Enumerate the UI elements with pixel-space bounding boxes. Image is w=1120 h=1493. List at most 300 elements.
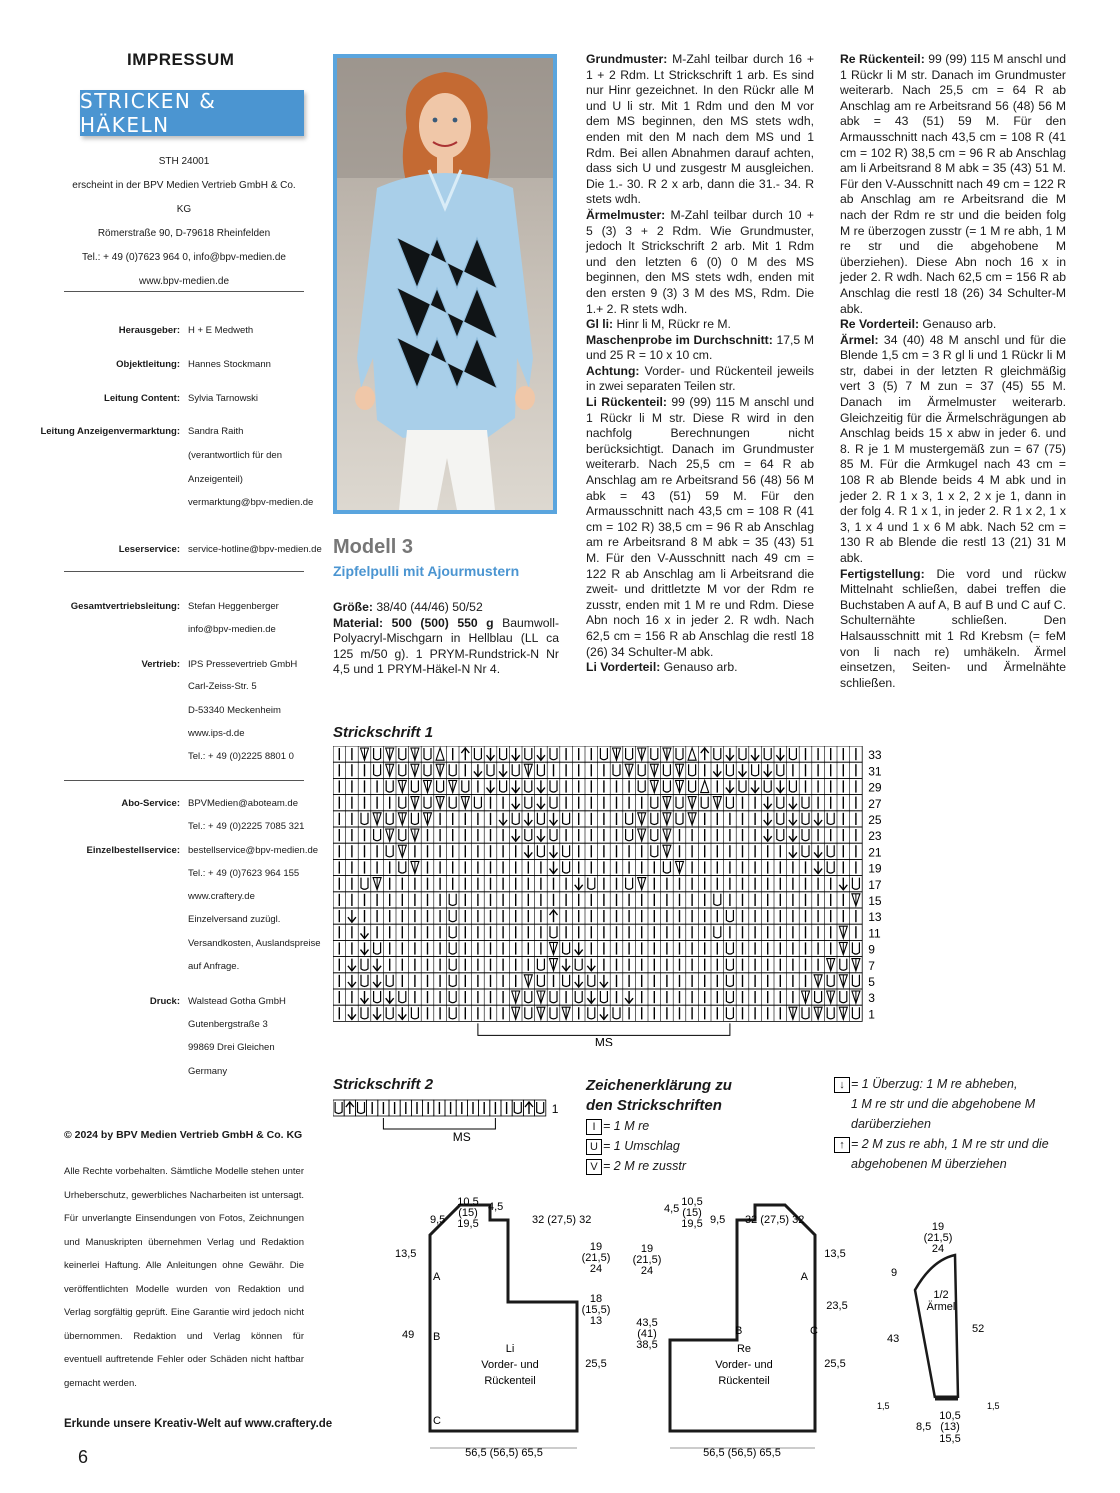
yarnover-mark bbox=[852, 878, 859, 890]
chart1-row-number: 33 bbox=[868, 748, 882, 763]
svg-text:A: A bbox=[433, 1271, 441, 1283]
svg-text:Re: Re bbox=[736, 1343, 752, 1355]
yarnover-mark bbox=[815, 991, 822, 1003]
yarnover-mark bbox=[449, 991, 456, 1003]
svg-text:15,5: 15,5 bbox=[939, 1433, 961, 1445]
yarnover-mark bbox=[449, 975, 456, 987]
yarnover-mark bbox=[550, 926, 557, 938]
credit-key: Leitung Content: bbox=[104, 393, 180, 404]
yarnover-mark bbox=[852, 1007, 859, 1019]
yarnover-mark bbox=[514, 1102, 521, 1114]
yarnover-mark bbox=[462, 780, 469, 792]
yarnover-mark bbox=[739, 780, 746, 792]
chart1-row-number: 25 bbox=[868, 813, 882, 827]
yarnover-mark bbox=[386, 975, 393, 987]
instruction-paragraph: Re Rückenteil: 99 (99) 115 M anschl und 1 Rückr li M str. Danach im Grundmuster weiterarb. Nach 25,5 cm = 64 R ab Anschlag am re Arbeitsrand 56 (48) 56 M abk = 43 (51) 59 M. Für den Armausschnitt nach 43,5 cm = 108 R (41 cm = 102 R) 38,5 cm = 96 R ab Anschlag am li Arbeitsrand 8 M abk = 35 (43) 51 M. Für den V-Ausschnitt nach 49 cm = 122 R ab Anschlag am re Arbeitsrand die M nach der Rdm re str und die beiden folg M re überzogen zusstr (= 1 M re abh, 1 M re str und die abgehobene M überziehen). Diese Abn noch 16 x in jeder 2. R wdh. Nach 62,5 cm = 156 R ab Anschlag die restl 18 (26) 34 Schulter-M abk. bbox=[840, 52, 1066, 316]
yarnover-mark bbox=[411, 813, 418, 825]
yarnover-mark bbox=[726, 975, 733, 987]
svg-text:(15,5): (15,5) bbox=[581, 1304, 611, 1316]
credit-key: Leitung Anzeigenvermarktung: bbox=[40, 426, 180, 437]
yarnover-mark bbox=[374, 748, 381, 760]
credit-value: (verantwortlich für den bbox=[188, 450, 282, 461]
instruction-paragraph: Li Rückenteil: 99 (99) 115 M anschl und 1 Rückr li M str. Diese R wird in den nachfolg Berechnungen nicht berücksichtigt. Danach im Grundmuster weiterarb. Nach 25,5 cm = 64 R ab Anschlag am re Arbeitsrand 56 (48) 56 M abk = 43 (51) 59 M. Für den Armausschnitt nach 43,5 cm = 108 R (41 cm = 102 R) 38,5 cm = 96 R ab Anschlag am re Arbeitsrand 8 M abk = 35 (43) 51 M. Für den V-Ausschnitt nach 49 cm = 122 R ab Anschlag am li Arbeitsrand die zweit- und drittletzte M vor der Rdm re zusstr, enden mit 1 M re und Rdm. Diese Abn noch 16 x in jeder 2. R wdh. Nach 62,5 cm = 156 R ab Anschlag die restl 18 (26) 34 Schulter-M abk. bbox=[586, 395, 814, 659]
instructions-column-3 bbox=[840, 52, 1066, 691]
divider bbox=[64, 780, 304, 781]
svg-text:32 (27,5) 32: 32 (27,5) 32 bbox=[745, 1214, 805, 1226]
yarnover-mark bbox=[840, 959, 847, 971]
instruction-paragraph: Gl li: Hinr li M, Rückr re M. bbox=[586, 317, 731, 332]
yarnover-mark bbox=[550, 780, 557, 792]
credit-value: bestellservice@bpv-medien.de bbox=[188, 845, 319, 856]
instruction-paragraph: Achtung: Vorder- und Rückenteil jeweils in zwei separaten Teilen str. bbox=[586, 363, 814, 394]
yarnover-mark bbox=[335, 1102, 342, 1114]
yarnover-mark bbox=[777, 797, 784, 809]
chart1-row-number: 9 bbox=[868, 942, 875, 957]
model-subtitle: Zipfelpulli mit Ajourmustern bbox=[333, 563, 520, 579]
credit-value: Hannes Stockmann bbox=[188, 359, 271, 370]
decrease-mark bbox=[701, 780, 709, 792]
credit-value: IPS Pressevertrieb GmbH bbox=[188, 659, 298, 670]
credit-value: Sylvia Tarnowski bbox=[188, 393, 259, 404]
schematic-sleeve bbox=[877, 1221, 1000, 1445]
yarnover-mark bbox=[613, 1007, 620, 1019]
chart2-ms-label: MS bbox=[452, 1130, 471, 1144]
svg-text:4,5: 4,5 bbox=[664, 1203, 680, 1215]
yarnover-mark bbox=[651, 797, 658, 809]
chart1-row-number: 31 bbox=[868, 764, 882, 779]
svg-text:24: 24 bbox=[640, 1265, 654, 1277]
svg-text:B: B bbox=[735, 1325, 743, 1337]
svg-text:C: C bbox=[433, 1415, 441, 1427]
yarnover-mark bbox=[726, 959, 733, 971]
yarnover-mark bbox=[726, 764, 733, 776]
yarnover-mark bbox=[626, 829, 633, 841]
yarnover-mark bbox=[537, 813, 544, 825]
decrease-mark bbox=[688, 748, 696, 760]
credit-value: Sandra Raith bbox=[188, 426, 244, 437]
legend-title: Zeichenerklärung zu den Strickschriften bbox=[586, 1077, 732, 1114]
schematics bbox=[380, 1190, 1020, 1460]
instruction-paragraph: Grundmuster: M-Zahl teilbar durch 16 + 1 + 2 Rdm. Lt Strickschrift 1 arb. Es sind nur Hinr gezeichnet. In den Rückr alle M und U li str. Mit 1 Rdm und den M vor dem MS beginnen, den MS stets wdh, enden mit den M nach dem MS und 1 Rdm. Bei allen Abnahmen darauf achten, dass sich U und zusgestr M ausgleichen. Die 1.- 30. R 2 x arb, dann die 31.- 34. R stets wdh. bbox=[586, 52, 814, 207]
yarnover-mark bbox=[626, 748, 633, 760]
yarnover-mark bbox=[852, 942, 859, 954]
yarnover-mark bbox=[588, 878, 595, 890]
yarnover-mark bbox=[651, 748, 658, 760]
yarnover-mark bbox=[777, 764, 784, 776]
svg-text:Rückenteil: Rückenteil bbox=[484, 1375, 536, 1387]
knit-symbol-icon: I bbox=[586, 1119, 602, 1135]
chart1-row-number: 3 bbox=[868, 991, 875, 1006]
credit-value: www.ips-d.de bbox=[188, 728, 245, 739]
credit-value: D-53340 Meckenheim bbox=[188, 705, 281, 716]
publisher-lines: STH 24001 erscheint in der BPV Medien Vertrieb GmbH & Co. KG Römerstraße 90, D-79618 Rheinfelden Tel.: + 49 (0)7623 964 0, info@bpv-medien.de www.bpv-medien.de bbox=[72, 156, 296, 287]
yarnover-mark bbox=[500, 748, 507, 760]
credit-value: Carl-Zeiss-Str. 5 bbox=[188, 681, 257, 692]
yarnover-mark bbox=[802, 797, 809, 809]
yarnover-mark bbox=[361, 813, 368, 825]
credit-value: Tel.: + 49 (0)2225 8801 0 bbox=[188, 751, 294, 762]
yarnover-mark bbox=[525, 797, 532, 809]
credit-value: BPVMedien@aboteam.de bbox=[188, 798, 298, 809]
svg-text:10,5: 10,5 bbox=[939, 1410, 961, 1422]
svg-text:19: 19 bbox=[640, 1243, 654, 1255]
yarnover-mark bbox=[361, 975, 368, 987]
instructions-column-2 bbox=[586, 52, 814, 676]
yarnover-mark bbox=[802, 845, 809, 857]
yarnover-mark bbox=[525, 1007, 532, 1019]
instruction-paragraph: Maschenprobe im Durchschnitt: 17,5 M und 25 R = 10 x 10 cm. bbox=[586, 332, 814, 363]
yarnover-mark bbox=[449, 910, 456, 922]
svg-text:19: 19 bbox=[589, 1241, 603, 1253]
chart2-ms-bracket bbox=[383, 1118, 495, 1129]
yarnover-mark bbox=[689, 764, 696, 776]
yarnover-mark bbox=[386, 845, 393, 857]
yarnover-mark bbox=[563, 861, 570, 873]
svg-text:(21,5): (21,5) bbox=[581, 1252, 611, 1264]
yarnover-mark bbox=[550, 991, 557, 1003]
svg-text:43,5: 43,5 bbox=[636, 1317, 658, 1329]
instruction-paragraph: Ärmel: 34 (40) 48 M anschl und für die Blende 1,5 cm = 3 R gl li und 1 Rückr li M str, dabei in der letzten R gleichmäßig vert 3 (5) 7 M zun = 37 (45) 55 M. Danach im Ärmelmuster weiterarb. Gleichzeitig für die Ärmelschrägungen ab Anschlag beids 15 x abw in jeder 6. und 8. R je 1 M mustergemäß zun = 67 (75) 85 M. Für die Armkugel nach 43 cm = 108 R ab Blende beids 4 M abk und in jeder 2. R 1 x 3, 1 x 2, 2 x je 1, dann in der folg 4. R 1 x 1, in jeder 2. R 1 x 2, 1 x 3, 1 x 4 und 1 x 6 M abk. Nach 52 cm = 130 R ab Blende die restl 13 (21) 31 M abk. bbox=[840, 332, 1066, 565]
chart1-row-number: 7 bbox=[868, 958, 875, 973]
yarnover-mark bbox=[399, 797, 406, 809]
yarnover-mark bbox=[789, 780, 796, 792]
yarnover-mark bbox=[449, 926, 456, 938]
schematic-left-piece bbox=[395, 1196, 610, 1459]
yarnover-mark bbox=[802, 829, 809, 841]
credit-key: Druck: bbox=[149, 996, 180, 1007]
svg-text:Vorder- und: Vorder- und bbox=[481, 1359, 539, 1371]
yarnover-mark bbox=[537, 975, 544, 987]
svg-text:9: 9 bbox=[891, 1267, 898, 1279]
chart2-title: Strickschrift 2 bbox=[333, 1076, 434, 1093]
chart1-row-number: 21 bbox=[868, 845, 882, 860]
yarnover-mark bbox=[512, 813, 519, 825]
svg-text:24: 24 bbox=[589, 1263, 603, 1275]
yarnover-mark bbox=[525, 748, 532, 760]
chart1-row-number: 11 bbox=[868, 926, 881, 941]
credit-value: Einzelversand zuzügl. bbox=[188, 914, 281, 925]
yarnover-mark bbox=[386, 780, 393, 792]
knitting-chart-1 bbox=[333, 746, 893, 1046]
yarnover-mark bbox=[550, 748, 557, 760]
yarnover-mark bbox=[714, 894, 721, 906]
svg-text:1/2: 1/2 bbox=[933, 1289, 949, 1301]
yarnover-mark bbox=[676, 748, 683, 760]
legal-notice: Alle Rechte vorbehalten. Sämtliche Modelle stehen unter Urheberschutz, gewerbliches Nacharbeiten ist untersagt. Für unverlangte Einsendungen von Fotos, Zeichnungen und Manuskripten übernehmen Verlag und Redaktion keinerlei Haftung. Alle Anleitungen ohne Gewähr. Die veröffentlichten Modelle wurden von Redaktion und Verlag sorgfältig geprüft. Eine Garantie wird jedoch nicht übernommen. Redaktion und Verlag können für eventuell auftretende Fehler oder Schäden nicht haftbar gemacht werden. bbox=[64, 1166, 304, 1389]
yarnover-mark bbox=[525, 829, 532, 841]
legend-right: ↓ = 1 Überzug: 1 M re abheben, 1 M re str und die abgehobene M darüberziehen ↑ = 2 M zus re abh, 1 M re str und die abgehobenen M überziehen bbox=[834, 1074, 1049, 1174]
svg-text:(41): (41) bbox=[637, 1328, 657, 1340]
yarnover-mark bbox=[449, 1007, 456, 1019]
svg-text:(13): (13) bbox=[940, 1421, 960, 1433]
yarnover-mark bbox=[424, 797, 431, 809]
yarnover-mark bbox=[474, 748, 481, 760]
yarnover-mark bbox=[827, 813, 834, 825]
yarnover-mark bbox=[449, 942, 456, 954]
yarnover-mark bbox=[563, 845, 570, 857]
yarnover-mark bbox=[474, 797, 481, 809]
credit-key: Gesamtvertriebsleitung: bbox=[70, 601, 180, 612]
svg-text:13,5: 13,5 bbox=[824, 1248, 846, 1260]
yarnover-mark bbox=[626, 813, 633, 825]
yarnover-mark bbox=[374, 991, 381, 1003]
chart1-row-number: 5 bbox=[868, 975, 875, 989]
yarnover-mark bbox=[500, 780, 507, 792]
schematic-right-piece bbox=[633, 1196, 848, 1459]
svg-text:10,5: 10,5 bbox=[457, 1196, 479, 1208]
yarnover-mark bbox=[424, 748, 431, 760]
decrease-mark bbox=[436, 748, 444, 760]
legend-item-k2tog: V = 2 M re zusstr bbox=[586, 1156, 686, 1176]
yarnover-mark bbox=[361, 959, 368, 971]
yarnover-mark bbox=[600, 748, 607, 760]
copyright: © 2024 by BPV Medien Vertrieb GmbH & Co. KG bbox=[64, 1129, 303, 1141]
svg-text:(21,5): (21,5) bbox=[923, 1232, 953, 1244]
instruction-paragraph: Fertigstellung: Die vord und rückw Mittelnaht schließen, dabei treffen die Buchstaben A auf A, B auf B und C auf C. Schulternähte schließen. Den Halsausschnitt mit 1 Rd Krebsm (= feM von li nach re) umhäkeln. Ärmel einsetzen, Seiten- und Ärmelnähte schließen. bbox=[840, 566, 1066, 690]
yarnover-mark bbox=[789, 748, 796, 760]
yarnover-mark bbox=[827, 845, 834, 857]
svg-text:13: 13 bbox=[589, 1315, 603, 1327]
yarnover-mark bbox=[575, 991, 582, 1003]
yarnover-mark bbox=[525, 991, 532, 1003]
yarnover-mark bbox=[449, 894, 456, 906]
svg-text:25,5: 25,5 bbox=[824, 1358, 846, 1370]
yarnover-mark bbox=[537, 845, 544, 857]
credit-value: vermarktung@bpv-medien.de bbox=[188, 497, 314, 508]
yarnover-mark bbox=[399, 829, 406, 841]
chart1-row-number: 13 bbox=[868, 910, 882, 925]
svg-text:Ärmel: Ärmel bbox=[926, 1301, 956, 1313]
svg-text:(15): (15) bbox=[458, 1207, 478, 1219]
yarnover-mark bbox=[588, 1007, 595, 1019]
yarnover-mark bbox=[374, 829, 381, 841]
credit-value: info@bpv-medien.de bbox=[188, 624, 276, 635]
yarnover-mark bbox=[537, 764, 544, 776]
yarnover-mark bbox=[764, 748, 771, 760]
credit-key: Herausgeber: bbox=[118, 325, 180, 336]
chart1-row-number: 1 bbox=[868, 1007, 875, 1022]
sk2p-symbol-icon: ↑ bbox=[834, 1137, 850, 1153]
svg-text:19: 19 bbox=[931, 1221, 945, 1233]
yarnover-mark bbox=[663, 780, 670, 792]
chart1-ms-bracket bbox=[478, 1023, 730, 1035]
yarnover-mark bbox=[399, 748, 406, 760]
yarnover-mark bbox=[487, 764, 494, 776]
credit-value: Walstead Gotha GmbH bbox=[188, 996, 286, 1007]
yarnover-mark bbox=[726, 1007, 733, 1019]
legend-left bbox=[586, 1116, 686, 1176]
chart1-row-number: 19 bbox=[868, 861, 882, 876]
yarnover-mark bbox=[689, 780, 696, 792]
yarnover-mark bbox=[626, 878, 633, 890]
svg-text:56,5 (56,5) 65,5: 56,5 (56,5) 65,5 bbox=[703, 1447, 781, 1459]
yarnover-mark bbox=[764, 780, 771, 792]
yarnover-mark bbox=[449, 797, 456, 809]
yarnover-mark bbox=[676, 797, 683, 809]
svg-text:1,5: 1,5 bbox=[877, 1401, 890, 1411]
svg-text:23,5: 23,5 bbox=[826, 1300, 848, 1312]
yarnover-mark bbox=[550, 829, 557, 841]
svg-text:C: C bbox=[810, 1325, 818, 1337]
yarnover-mark bbox=[714, 748, 721, 760]
chart1-row-number: 15 bbox=[868, 894, 882, 908]
svg-text:A: A bbox=[800, 1271, 808, 1283]
divider bbox=[64, 571, 304, 572]
yarnover-mark bbox=[386, 813, 393, 825]
svg-text:9,5: 9,5 bbox=[430, 1214, 446, 1226]
yarnover-mark bbox=[437, 780, 444, 792]
yarnover-mark bbox=[663, 861, 670, 873]
credit-value: Gutenbergstraße 3 bbox=[188, 1019, 268, 1030]
svg-text:13,5: 13,5 bbox=[395, 1248, 417, 1260]
svg-text:8,5: 8,5 bbox=[916, 1421, 932, 1433]
yarnover-mark bbox=[726, 910, 733, 922]
magazine-logo: STRICKEN & HÄKELN bbox=[80, 90, 304, 136]
instruction-paragraph: Größe: 38/40 (44/46) 50/52 bbox=[333, 600, 483, 614]
yarnover-mark bbox=[550, 1007, 557, 1019]
impressum-title: IMPRESSUM bbox=[127, 50, 235, 69]
svg-text:43: 43 bbox=[887, 1333, 900, 1345]
instructions-column-1 bbox=[333, 600, 559, 678]
yarnover-mark bbox=[411, 780, 418, 792]
yarnover-mark bbox=[588, 975, 595, 987]
yarnover-mark bbox=[399, 991, 406, 1003]
yarnover-mark bbox=[676, 813, 683, 825]
svg-text:52: 52 bbox=[972, 1323, 985, 1335]
svg-text:(15): (15) bbox=[682, 1207, 702, 1219]
yarnover-mark bbox=[840, 991, 847, 1003]
yarnover-mark bbox=[714, 926, 721, 938]
credit-key: Vertrieb: bbox=[141, 659, 180, 670]
yarnover-mark bbox=[827, 1007, 834, 1019]
yarnover-mark bbox=[424, 764, 431, 776]
yarnover-mark bbox=[701, 797, 708, 809]
chart1-ms-label: MS bbox=[594, 1035, 613, 1046]
yarnover-mark bbox=[726, 942, 733, 954]
yarnover-mark bbox=[361, 878, 368, 890]
yarnover-mark bbox=[638, 764, 645, 776]
credit-value: Tel.: + 49 (0)2225 7085 321 bbox=[188, 821, 305, 832]
legend-item-yarnover: U = 1 Umschlag bbox=[586, 1136, 686, 1156]
instruction-paragraph: Re Vorderteil: Genauso arb. bbox=[840, 317, 997, 332]
yarnover-mark bbox=[613, 764, 620, 776]
credit-value: www.craftery.de bbox=[188, 891, 255, 902]
chart1-row-number: 27 bbox=[868, 796, 882, 811]
svg-text:49: 49 bbox=[402, 1329, 415, 1341]
instruction-paragraph: Material: 500 (500) 550 g Baumwoll-Polyacryl-Mischgarn in Hellblau (LL ca 125 m/50 g). 1 PRYM-Rundstrick-N Nr 4,5 und 1 PRYM-Häkel-N Nr 4. bbox=[333, 615, 559, 677]
yarnover-mark bbox=[386, 1007, 393, 1019]
credit-value: Anzeigenteil) bbox=[188, 474, 243, 485]
credit-value: Germany bbox=[188, 1066, 228, 1077]
svg-text:9,5: 9,5 bbox=[710, 1214, 726, 1226]
craftery-link[interactable]: Erkunde unsere Kreativ-Welt auf www.craftery.de bbox=[64, 1418, 333, 1430]
yarnover-mark bbox=[525, 780, 532, 792]
yarnover-mark bbox=[663, 764, 670, 776]
yarnover-mark bbox=[651, 829, 658, 841]
yarnover-mark bbox=[651, 813, 658, 825]
instruction-paragraph: Li Vorderteil: Genauso arb. bbox=[586, 660, 738, 675]
model-title: Modell 3 bbox=[333, 536, 414, 558]
svg-text:32 (27,5) 32: 32 (27,5) 32 bbox=[532, 1214, 592, 1226]
yarnover-mark bbox=[827, 861, 834, 873]
yarnover-mark bbox=[563, 813, 570, 825]
yarnover-mark bbox=[563, 942, 570, 954]
svg-text:4,5: 4,5 bbox=[488, 1201, 504, 1213]
yarnover-mark bbox=[852, 975, 859, 987]
legend-item-knit: I = 1 M re bbox=[586, 1116, 686, 1136]
yarnover-mark bbox=[512, 764, 519, 776]
yarnover-mark bbox=[374, 942, 381, 954]
svg-text:(21,5): (21,5) bbox=[632, 1254, 662, 1266]
yarnover-mark bbox=[399, 861, 406, 873]
chart1-title: Strickschrift 1 bbox=[333, 724, 434, 741]
svg-text:B: B bbox=[433, 1331, 441, 1343]
svg-text:1,5: 1,5 bbox=[987, 1401, 1000, 1411]
svg-text:19,5: 19,5 bbox=[457, 1218, 479, 1230]
credit-value: H + E Medweth bbox=[188, 325, 254, 336]
yarnover-mark bbox=[537, 1102, 544, 1114]
k2tog-symbol-icon: V bbox=[586, 1159, 602, 1175]
yarnover-mark bbox=[358, 1102, 365, 1114]
svg-text:10,5: 10,5 bbox=[681, 1196, 703, 1208]
yarnover-mark bbox=[575, 959, 582, 971]
instruction-paragraph: Ärmelmuster: M-Zahl teilbar durch 10 + 5 (3) 3 + 2 Rdm. Wie Grundmuster, jedoch lt Strickschrift 2 arb. Mit 1 Rdm und den letzten 6 (0) 0 M des MS beginnen, den MS stets wdh, enden mit den ersten 9 (3) 3 M des MS, Rdm. Die 1.+ 2. R stets wdh. bbox=[586, 207, 814, 316]
yarnover-mark bbox=[449, 764, 456, 776]
svg-text:Vorder- und: Vorder- und bbox=[715, 1359, 773, 1371]
svg-text:24: 24 bbox=[931, 1243, 945, 1255]
divider bbox=[64, 291, 304, 292]
chart1-row-number: 23 bbox=[868, 829, 882, 844]
yarnover-mark bbox=[563, 975, 570, 987]
chart1-row-number: 29 bbox=[868, 780, 882, 795]
svg-text:38,5: 38,5 bbox=[636, 1339, 658, 1351]
yarnover-mark bbox=[449, 959, 456, 971]
chart2-row-number: 1 bbox=[551, 1102, 559, 1116]
credit-value: Versandkosten, Auslandspreise bbox=[188, 938, 321, 949]
yarnover-mark bbox=[651, 845, 658, 857]
yarnover-mark bbox=[752, 764, 759, 776]
chart1-row-number: 17 bbox=[868, 877, 882, 892]
yarnover-mark bbox=[827, 975, 834, 987]
yarnover-mark bbox=[802, 813, 809, 825]
credit-key: Einzelbestellservice: bbox=[86, 845, 180, 856]
credit-key: Objektleitung: bbox=[116, 359, 180, 370]
yarnover-mark bbox=[802, 1007, 809, 1019]
ssk-symbol-icon: ↓ bbox=[834, 1077, 850, 1093]
credit-value: 99869 Drei Gleichen bbox=[188, 1042, 275, 1053]
yarnover-mark bbox=[600, 991, 607, 1003]
yarnover-mark bbox=[374, 764, 381, 776]
credit-value: Stefan Heggenberger bbox=[188, 601, 279, 612]
yarnover-mark bbox=[777, 829, 784, 841]
yarnover-mark bbox=[550, 797, 557, 809]
credit-key: Abo-Service: bbox=[121, 798, 180, 809]
yarnover-symbol-icon: U bbox=[586, 1139, 602, 1155]
svg-text:25,5: 25,5 bbox=[585, 1358, 607, 1370]
yarnover-mark bbox=[726, 991, 733, 1003]
model-photo bbox=[333, 54, 557, 514]
yarnover-mark bbox=[361, 1007, 368, 1019]
page-number: 6 bbox=[78, 1447, 89, 1467]
svg-text:56,5 (56,5) 65,5: 56,5 (56,5) 65,5 bbox=[465, 1447, 543, 1459]
yarnover-mark bbox=[777, 813, 784, 825]
yarnover-mark bbox=[739, 748, 746, 760]
credit-key: Leserservice: bbox=[118, 544, 180, 555]
yarnover-mark bbox=[411, 1007, 418, 1019]
svg-text:18: 18 bbox=[589, 1293, 603, 1305]
credit-value: auf Anfrage. bbox=[188, 961, 240, 972]
yarnover-mark bbox=[537, 959, 544, 971]
